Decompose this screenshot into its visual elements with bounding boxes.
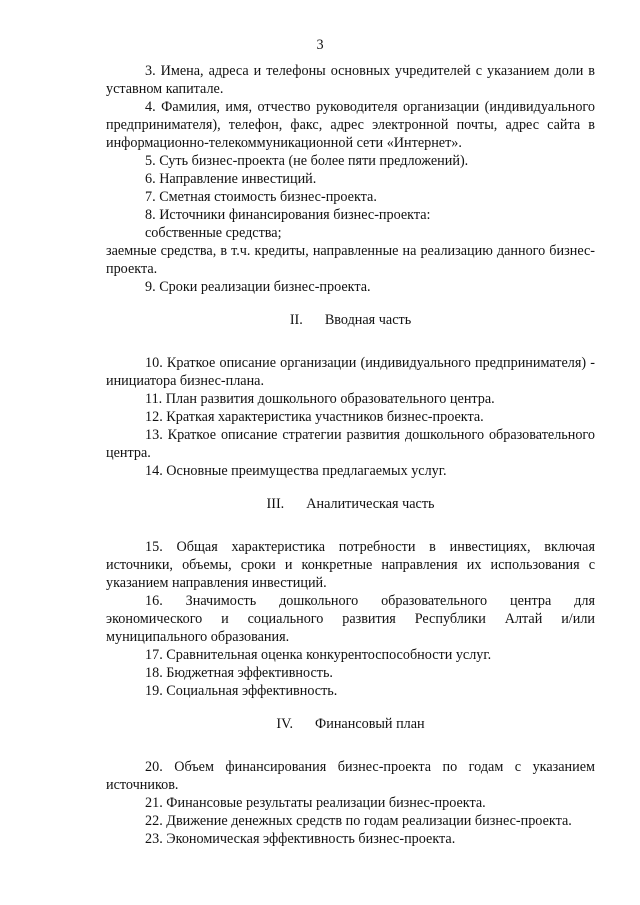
section-heading-introductory	[106, 311, 595, 329]
page-number: 3	[316, 37, 324, 53]
item-8-borrowed-funds: заемные средства, в т.ч. кредиты, направленные на реализацию данного бизнес-проекта.	[106, 243, 595, 277]
item-12: 12. Краткая характеристика участников бизнес-проекта.	[145, 409, 484, 425]
section-title: Финансовый план	[315, 716, 425, 732]
section-heading-financial	[106, 715, 595, 733]
item-3: 3. Имена, адреса и телефоны основных учредителей с указанием доли в уставном капитале.	[106, 63, 595, 97]
item-19: 19. Социальная эффективность.	[145, 683, 338, 699]
section-number: IV.	[276, 716, 294, 732]
item-14: 14. Основные преимущества предлагаемых услуг.	[145, 463, 447, 479]
item-17: 17. Сравнительная оценка конкурентоспособности услуг.	[145, 647, 492, 663]
item-9: 9. Сроки реализации бизнес-проекта.	[145, 279, 371, 295]
item-20: 20. Объем финансирования бизнес-проекта по годам с указанием источников.	[106, 759, 595, 793]
item-10: 10. Краткое описание организации (индивидуального предпринимателя) - инициатора бизнес-плана.	[106, 355, 595, 389]
item-11: 11. План развития дошкольного образовательного центра.	[145, 391, 495, 407]
section-number: III.	[266, 496, 285, 512]
item-16: 16. Значимость дошкольного образовательного центра для экономического и социального развития Республики Алтай и/или муниципального образования.	[106, 593, 595, 645]
document-body	[106, 62, 595, 848]
item-6: 6. Направление инвестиций.	[145, 171, 317, 187]
item-22: 22. Движение денежных средств по годам реализации бизнес-проекта.	[145, 813, 572, 829]
item-4: 4. Фамилия, имя, отчество руководителя организации (индивидуального предпринимателя), телефон, факс, адрес электронной почты, адрес сайта в информационно-телекоммуникационной сети «Интернет».	[106, 99, 595, 151]
item-8: 8. Источники финансирования бизнес-проекта:	[145, 207, 431, 223]
item-13: 13. Краткое описание стратегии развития дошкольного образовательного центра.	[106, 427, 595, 461]
item-18: 18. Бюджетная эффективность.	[145, 665, 333, 681]
section-heading-analytical	[106, 495, 595, 513]
item-15: 15. Общая характеристика потребности в инвестициях, включая источники, объемы, сроки и конкретные направления их использования с указанием направления инвестиций.	[106, 539, 595, 591]
item-23: 23. Экономическая эффективность бизнес-проекта.	[145, 831, 456, 847]
section-number: II.	[289, 312, 303, 328]
section-title: Вводная часть	[324, 312, 412, 328]
item-7: 7. Сметная стоимость бизнес-проекта.	[145, 189, 377, 205]
item-8-own-funds: собственные средства;	[145, 225, 282, 241]
section-title: Аналитическая часть	[306, 496, 435, 512]
item-21: 21. Финансовые результаты реализации бизнес-проекта.	[145, 795, 486, 811]
item-5: 5. Суть бизнес-проекта (не более пяти предложений).	[145, 153, 469, 169]
